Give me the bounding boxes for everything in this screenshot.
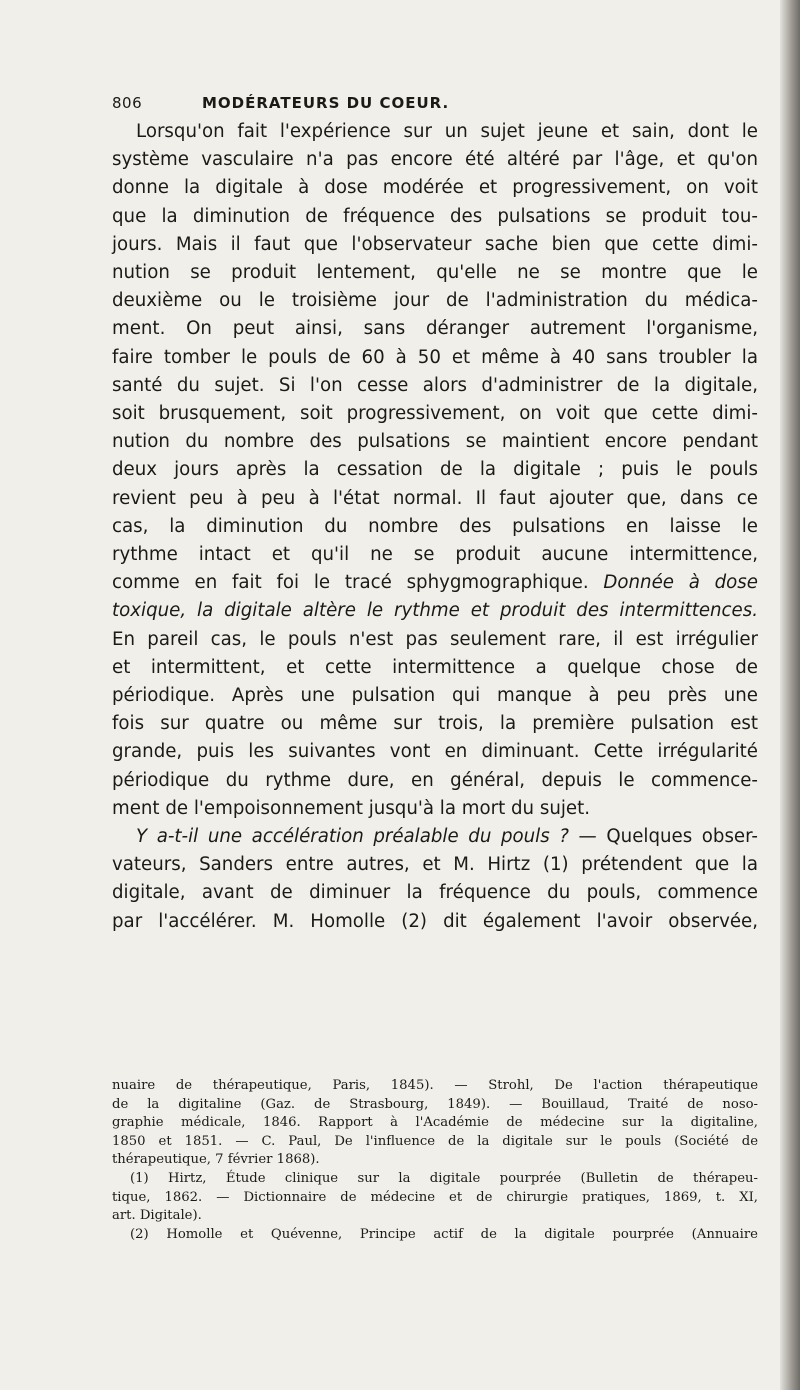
italic-line: toxique, la digitale altère le rythme et produit des intermittences. [112, 600, 758, 622]
text-line: fois sur quatre ou même sur trois, la première pulsation est [112, 713, 758, 735]
footnote-line: graphie médicale, 1846. Rapport à l'Académie de médecine sur la digitaline, [112, 1115, 758, 1131]
text-line: que la diminution de fréquence des pulsations se produit tou- [112, 205, 758, 227]
footnote-line: (1) Hirtz, Étude clinique sur la digitale pourprée (Bulletin de thérapeu- [130, 1170, 758, 1186]
text-line: nution du nombre des pulsations se maintient encore pendant [112, 431, 758, 453]
text-line: par l'accélérer. M. Homolle (2) dit également l'avoir observée, [112, 910, 758, 932]
text-line: soit brusquement, soit progressivement, on voit que cette dimi- [112, 403, 758, 425]
italic-phrase: Donnée à dose [603, 572, 758, 594]
footnote-line: nuaire de thérapeutique, Paris, 1845). — Strohl, De l'action thérapeutique [112, 1078, 758, 1093]
text-line: périodique du rythme dure, en général, depuis le commence- [112, 769, 758, 791]
text-line: nution se produit lentement, qu'elle ne se montre que le [112, 262, 758, 284]
text-segment: — Quelques obser- [568, 826, 758, 848]
text-line: digitale, avant de diminuer la fréquence du pouls, commence [112, 882, 758, 904]
text-line: revient peu à peu à l'état normal. Il faut ajouter que, dans ce [112, 487, 758, 509]
footnote-line: tique, 1862. — Dictionnaire de médecine et de chirurgie pratiques, 1869, t. XI, [112, 1189, 758, 1205]
text-line [112, 823, 758, 851]
text-line: et intermittent, et cette intermittence a quelque chose de [112, 656, 758, 678]
text-line: vateurs, Sanders entre autres, et M. Hirtz (1) prétendent que la [112, 854, 758, 876]
text-line: système vasculaire n'a pas encore été altéré par l'âge, et qu'on [112, 149, 758, 171]
text-line: Lorsqu'on fait l'expérience sur un sujet jeune et sain, dont le [136, 121, 758, 142]
page-edge-shadow [780, 0, 800, 1390]
running-title: MODÉRATEURS DU COEUR. [202, 94, 450, 112]
text-line: grande, puis les suivantes vont en diminuant. Cette irrégularité [112, 741, 758, 763]
footnote-line: art. Digitale). [112, 1208, 202, 1224]
page-number: 806 [112, 94, 143, 112]
text-line: jours. Mais il faut que l'observateur sache bien que cette dimi- [112, 233, 758, 255]
text-line: santé du sujet. Si l'on cesse alors d'administrer de la digitale, [112, 374, 758, 396]
text-line: En pareil cas, le pouls n'est pas seulement rare, il est irrégulier [112, 628, 758, 650]
text-line: cas, la diminution du nombre des pulsations en laisse le [112, 515, 758, 537]
footnote-line: thérapeutique, 7 février 1868). [112, 1152, 320, 1168]
italic-question: Y a-t-il une accélération préalable du pouls ? [136, 826, 569, 848]
main-text [112, 118, 758, 936]
text-line: deux jours après la cessation de la digitale ; puis le pouls [112, 459, 758, 481]
text-line: rythme intact et qu'il ne se produit aucune intermittence, [112, 544, 758, 566]
text-line: ment. On peut ainsi, sans déranger autrement l'organisme, [112, 318, 758, 340]
text-line [112, 569, 758, 597]
footnote-line: 1850 et 1851. — C. Paul, De l'influence de la digitale sur le pouls (Société de [112, 1133, 758, 1149]
text-line: ment de l'empoisonnement jusqu'à la mort du sujet. [112, 797, 591, 819]
footnote-line: (2) Homolle et Quévenne, Principe actif de la digitale pourprée (Annuaire [130, 1226, 758, 1242]
text-line: donne la digitale à dose modérée et progressivement, on voit [112, 177, 758, 199]
text-line: deuxième ou le troisième jour de l'administration du médica- [112, 290, 758, 312]
text-line: faire tomber le pouls de 60 à 50 et même à 40 sans troubler la [112, 346, 758, 368]
text-segment: comme en fait foi le tracé sphygmographique. [112, 572, 589, 594]
footnote-line: de la digitaline (Gaz. de Strasbourg, 1849). — Bouillaud, Traité de noso- [112, 1096, 758, 1112]
text-line: périodique. Après une pulsation qui manque à peu près une [112, 685, 758, 707]
footnotes [112, 1077, 758, 1244]
